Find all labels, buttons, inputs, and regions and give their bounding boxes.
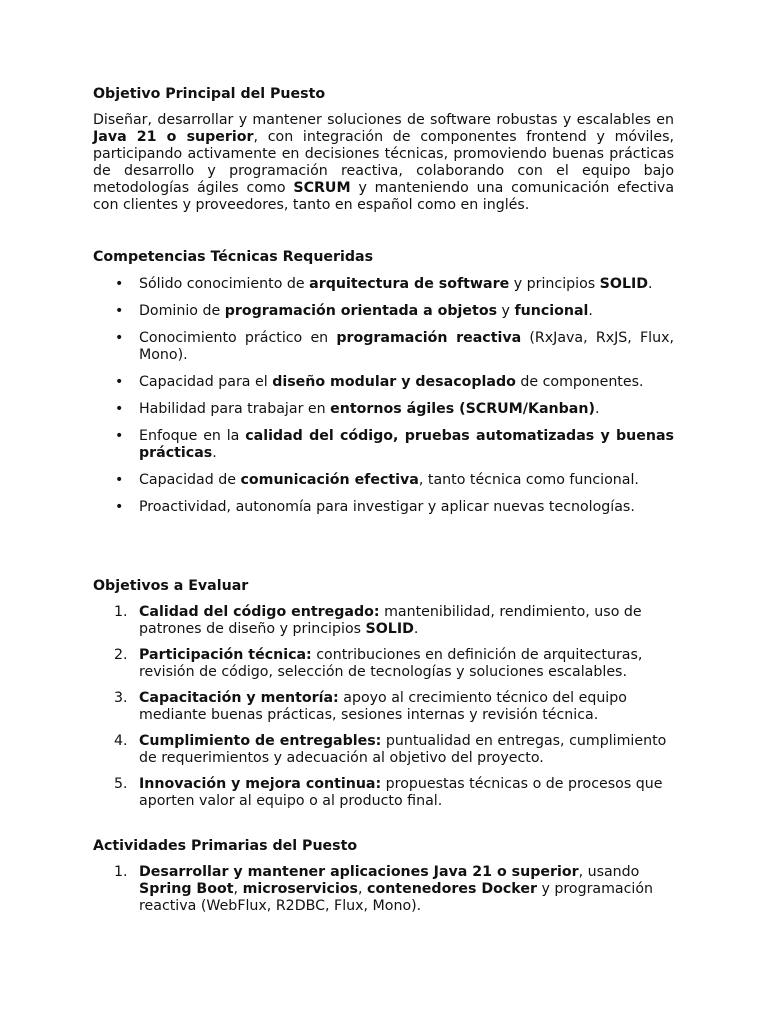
list-item: 3. Capacitación y mentoría: apoyo al crecimiento técnico del equipo mediante buenas prácticas, sesiones internas y revisión técnica.	[114, 690, 627, 723]
bold-run: Java 21 o superior	[93, 129, 254, 145]
section-title-objetivos-evaluar: Objetivos a Evaluar	[93, 578, 249, 594]
list-item: • Habilidad para trabajar en entornos ágiles (SCRUM/Kanban).	[115, 401, 600, 417]
text-run: , con integración de componentes frontend y móviles, participando activamente en decisiones técnicas, promoviendo buenas prácticas de desarrollo y programación reactiva, colaborando con el equipo bajo metodologías ágiles como	[93, 129, 674, 196]
list-item: • Sólido conocimiento de arquitectura de software y principios SOLID.	[115, 276, 653, 292]
list-item: 4. Cumplimiento de entregables: puntualidad en entregas, cumplimiento de requerimientos y adecuación al objetivo del proyecto.	[114, 733, 667, 766]
bullet-icon: •	[115, 499, 124, 515]
bullet-icon: •	[115, 428, 124, 444]
text-run: y manteniendo una comunicación efectiva con clientes y proveedores, tanto en español como en inglés.	[93, 180, 675, 213]
bullet-icon: •	[115, 374, 124, 390]
objetivo-paragraph	[93, 112, 674, 214]
list-item: • Enfoque en la calidad del código, pruebas automatizadas y buenas prácticas.	[115, 428, 674, 461]
list-item: 5. Innovación y mejora continua: propuestas técnicas o de procesos que aporten valor al equipo o al producto final.	[114, 776, 663, 809]
section-title-actividades: Actividades Primarias del Puesto	[93, 838, 358, 854]
list-item: 2. Participación técnica: contribuciones en definición de arquitecturas, revisión de código, selección de tecnologías y soluciones escalables.	[114, 647, 643, 680]
bullet-icon: •	[115, 330, 124, 346]
section-title-objetivo-principal: Objetivo Principal del Puesto	[93, 86, 326, 102]
document-content	[93, 86, 674, 915]
list-item: • Capacidad para el diseño modular y desacoplado de componentes.	[115, 374, 644, 390]
text-run: Diseñar, desarrollar y mantener soluciones de software robustas y escalables en	[93, 112, 674, 128]
list-number: 1.	[114, 604, 128, 620]
objetivos-list	[93, 604, 674, 810]
list-number: 2.	[114, 647, 128, 663]
list-item: • Capacidad de comunicación efectiva, tanto técnica como funcional.	[115, 472, 639, 488]
list-item: • Dominio de programación orientada a objetos y funcional.	[115, 303, 593, 319]
bold-run: SCRUM	[293, 180, 351, 196]
actividades-list	[93, 864, 674, 915]
list-number: 1.	[114, 864, 128, 880]
competencias-list	[93, 276, 674, 516]
list-item: • Proactividad, autonomía para investigar y aplicar nuevas tecnologías.	[115, 499, 635, 515]
list-number: 4.	[114, 733, 128, 749]
list-number: 3.	[114, 690, 128, 706]
list-item: 1. Calidad del código entregado: mantenibilidad, rendimiento, uso de patrones de diseño y principios SOLID.	[114, 604, 642, 637]
section-title-competencias: Competencias Técnicas Requeridas	[93, 249, 374, 265]
list-number: 5.	[114, 776, 128, 792]
bullet-icon: •	[115, 303, 124, 319]
list-item: 1. Desarrollar y mantener aplicaciones Java 21 o superior, usando Spring Boot, microservicios, contenedores Docker y programación reactiva (WebFlux, R2DBC, Flux, Mono).	[114, 864, 654, 914]
bullet-icon: •	[115, 401, 124, 417]
bullet-icon: •	[115, 472, 124, 488]
bullet-icon: •	[115, 276, 124, 292]
list-item: • Conocimiento práctico en programación reactiva (RxJava, RxJS, Flux, Mono).	[115, 330, 674, 363]
